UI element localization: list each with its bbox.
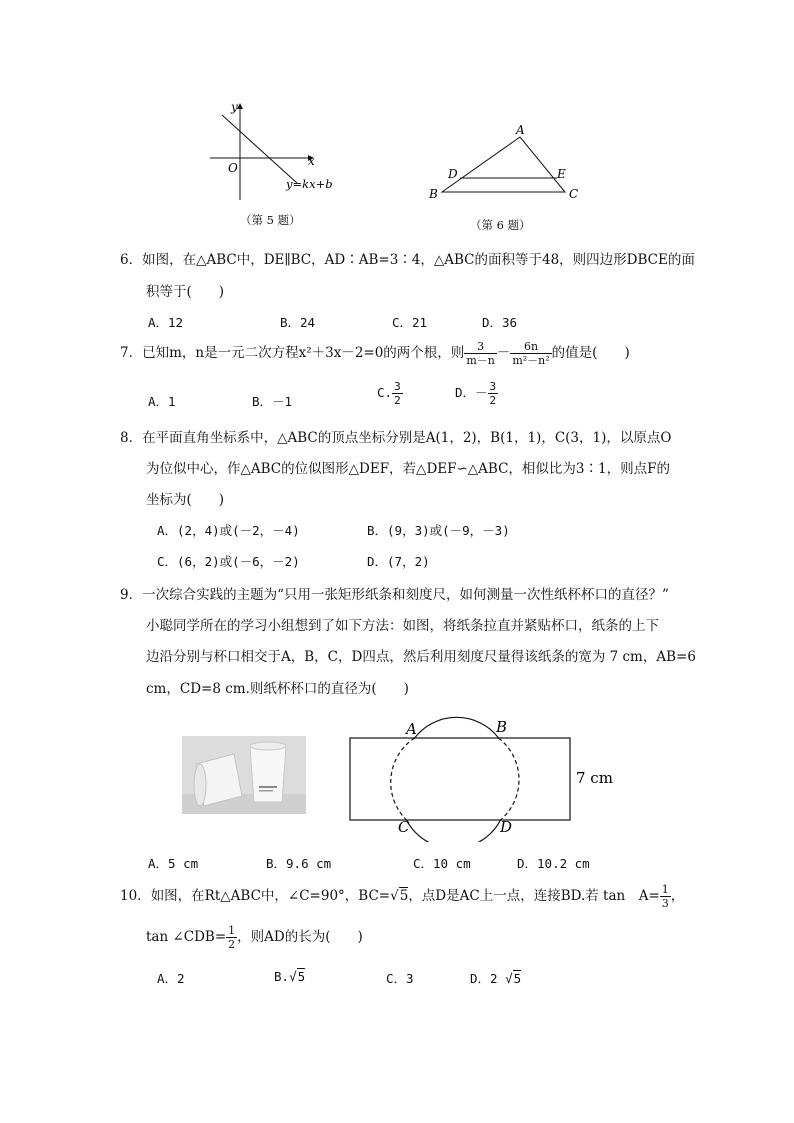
q10-line1 <box>120 883 684 910</box>
q8-number: 8． <box>120 430 143 446</box>
label-b: B <box>429 187 438 201</box>
q7-option-d[interactable] <box>455 380 498 407</box>
q10-option-d-sqrt-symbol: √ <box>505 971 513 986</box>
q9-number: 9． <box>120 587 143 603</box>
figure-5-graph <box>200 95 340 210</box>
q10-comma: ， <box>670 888 685 904</box>
q7-optd-num: 3 <box>489 380 497 393</box>
q10-text-2-pre: tan ∠CDB= <box>146 929 227 945</box>
q7-text-post: 的值是( ) <box>551 345 630 361</box>
q6-option-a[interactable]: A．12 <box>148 315 184 330</box>
q9-option-a[interactable]: A．5 cm <box>148 856 199 871</box>
q10-tana-num: 1 <box>661 883 669 896</box>
point-d: D <box>500 818 513 836</box>
q9-line1 <box>120 583 669 603</box>
q10-text-2-post: ，则AD的长为( ) <box>237 929 363 945</box>
q8-option-a[interactable]: A．(2，4)或(－2，－4) <box>157 523 300 538</box>
label-d: D <box>448 167 458 181</box>
q10-option-b-label: B. <box>274 969 290 984</box>
q6-option-d[interactable]: D．36 <box>482 315 518 330</box>
q10-tancdb-num: 1 <box>228 924 236 937</box>
q7-fraction-2 <box>510 340 551 367</box>
q7-line <box>120 340 630 367</box>
triangle-abc <box>442 137 565 192</box>
q7-option-c[interactable] <box>377 380 403 407</box>
label-x: x <box>308 154 315 168</box>
point-b: B <box>496 718 508 736</box>
q10-text-pre: 如图，在Rt△ABC中，∠C=90°，BC= <box>150 888 391 904</box>
q9-figure <box>340 712 630 842</box>
q7-minus: － <box>496 345 511 361</box>
paper-cups-photo <box>182 736 306 814</box>
q7-text-pre: 已知m，n是一元二次方程x²＋3x－2=0的两个根，则 <box>142 345 465 361</box>
q8-line3: 坐标为( ) <box>146 492 225 508</box>
point-a: A <box>406 720 417 738</box>
q9-line4: cm，CD=8 cm.则纸杯杯口的直径为( ) <box>146 681 409 697</box>
figure-6-caption: （第 6 题） <box>470 218 531 232</box>
figure-5-caption: （第 5 题） <box>240 213 301 227</box>
q6-option-b[interactable]: B．24 <box>280 315 316 330</box>
q10-sqrt-symbol: √ <box>390 888 399 904</box>
q10-tana-den: 3 <box>661 897 669 910</box>
q7-option-c-label: C. <box>377 385 393 400</box>
q10-option-c[interactable]: C．3 <box>386 971 414 986</box>
q10-text-mid: ，点D是AC上一点，连接BD.若 tan A= <box>408 888 660 904</box>
strip-width-label: 7 cm <box>576 769 613 787</box>
paper-strip <box>350 738 570 820</box>
q9-option-d[interactable]: D．10.2 cm <box>517 856 590 871</box>
q9-line2: 小聪同学所在的学习小组想到了如下方法：如图，将纸条拉直并紧贴杯口，纸条的上下 <box>146 618 659 634</box>
q7-optc-den: 2 <box>394 394 401 407</box>
q7-frac1-den: m－n <box>466 354 495 367</box>
q8-line2: 为位似中心，作△ABC的位似图形△DEF，若△DEF∽△ABC，相似比为3∶1，则点F的 <box>146 461 670 477</box>
q7-option-d-label: D．－ <box>455 385 488 400</box>
circle-arc-top <box>415 717 499 738</box>
q6-line1 <box>120 248 695 268</box>
q10-number: 10． <box>120 888 151 904</box>
q10-option-d-radicand: 5 <box>513 971 522 986</box>
q10-tancdb-den: 2 <box>228 938 236 951</box>
q10-option-a[interactable]: A．2 <box>157 971 185 986</box>
label-origin: O <box>228 161 238 175</box>
q7-number: 7． <box>120 345 143 361</box>
line-label: y=kx+b <box>286 177 333 191</box>
q10-option-b-sqrt-symbol: √ <box>289 969 297 984</box>
circle-arc-bottom <box>407 820 501 842</box>
q10-sqrt5: 5 <box>399 888 409 904</box>
q7-fraction-1 <box>464 340 497 367</box>
q8-option-c[interactable]: C．(6，2)或(－6，－2) <box>157 554 300 569</box>
q8-text-1: 在平面直角坐标系中，△ABC的顶点坐标分别是A(1，2)，B(1，1)，C(3，1)，以原点O <box>142 430 672 446</box>
circle-arc-right-dashed <box>499 738 519 820</box>
q8-line1 <box>120 426 671 446</box>
q7-option-d-fraction <box>488 380 499 407</box>
q7-optc-num: 3 <box>394 380 401 393</box>
q7-frac1-num: 3 <box>464 340 497 354</box>
label-y: y <box>231 100 238 114</box>
q8-option-b[interactable]: B．(9，3)或(－9，－3) <box>367 523 510 538</box>
figure-6-triangle <box>420 120 590 205</box>
q6-option-c[interactable]: C．21 <box>392 315 428 330</box>
q10-line2 <box>146 924 363 951</box>
q10-tan-a-fraction <box>660 883 671 910</box>
q9-option-b[interactable]: B．9.6 cm <box>266 856 332 871</box>
q8-option-d[interactable]: D．(7，2) <box>367 554 430 569</box>
q7-option-b[interactable]: B．－1 <box>252 394 293 409</box>
label-e: E <box>557 167 566 181</box>
q6-line2: 积等于( ) <box>146 284 225 300</box>
q6-text-1: 如图，在△ABC中，DE∥BC，AD∶AB=3∶4，△ABC的面积等于48，则四边形DBCE的面 <box>142 252 695 268</box>
q7-option-a[interactable]: A．1 <box>148 394 176 409</box>
q10-option-d-label: D．2 <box>470 971 506 986</box>
label-a: A <box>516 123 525 137</box>
circle-arc-left-dashed <box>391 738 415 820</box>
q6-number: 6． <box>120 252 143 268</box>
q7-frac2-den: m²－n² <box>512 354 550 367</box>
q10-option-d[interactable] <box>470 969 521 987</box>
q7-optd-den: 2 <box>489 394 497 407</box>
q9-line3: 边沿分别与杯口相交于A，B，C，D四点，然后利用刻度尺量得该纸条的宽为 7 cm，AB=6 <box>146 649 696 665</box>
q7-frac2-num: 6n <box>510 340 551 354</box>
q9-option-c[interactable]: C．10 cm <box>413 856 471 871</box>
q7-option-c-fraction <box>392 380 403 407</box>
label-c: C <box>569 187 579 201</box>
y-axis-arrow <box>237 103 243 109</box>
q10-option-b[interactable] <box>274 969 305 984</box>
q10-option-b-radicand: 5 <box>297 969 306 984</box>
q10-tan-cdb-fraction <box>226 924 237 951</box>
point-c: C <box>398 818 410 836</box>
q9-text-1: 一次综合实践的主题为“只用一张矩形纸条和刻度尺，如何测量一次性纸杯杯口的直径？” <box>142 587 669 603</box>
